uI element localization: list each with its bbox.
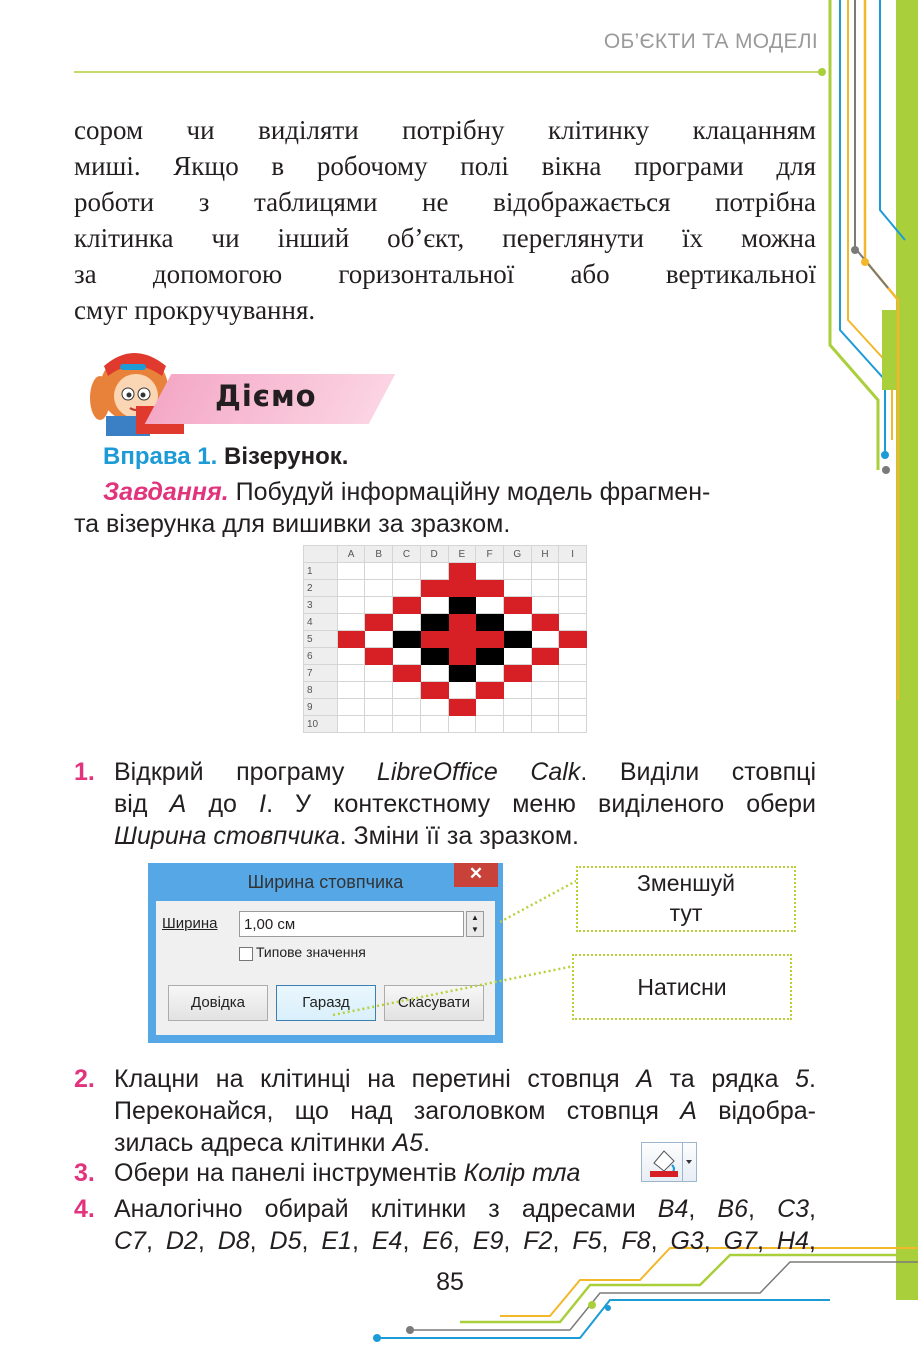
callout-reduce-here xyxy=(576,866,796,932)
step-number: 3. xyxy=(74,1159,95,1187)
step-text-italic: Колір тла xyxy=(463,1159,581,1187)
spin-up-icon[interactable]: ▲ xyxy=(471,913,479,922)
row-header: 8 xyxy=(304,682,338,699)
step-line: від A до I. У контекстному меню виділеного обери xyxy=(114,790,816,818)
column-header: D xyxy=(420,546,448,563)
step-text xyxy=(114,1157,816,1189)
dialog-title: Ширина стовпчика xyxy=(247,872,404,892)
row-header: 9 xyxy=(304,699,338,716)
callout-text: тут xyxy=(669,900,703,926)
column-header: B xyxy=(365,546,393,563)
task-line: та візерунка для вишивки за зразком. xyxy=(74,510,511,538)
task-line: Побудуй інформаційну модель фрагмен- xyxy=(235,478,711,506)
step-line: Аналогічно обирай клітинки з адресами B4, B6, C3, xyxy=(114,1195,816,1223)
close-button[interactable]: ✕ xyxy=(454,863,498,887)
help-button[interactable]: Довідка xyxy=(168,985,268,1021)
intro-line: сором чи виділяти потрібну клітинку клацанням xyxy=(74,115,816,145)
cancel-button[interactable]: Скасувати xyxy=(384,985,484,1021)
row-header: 3 xyxy=(304,597,338,614)
row-header: 6 xyxy=(304,648,338,665)
task-label: Завдання. xyxy=(103,478,229,506)
step-line: Клацни на клітинці на перетині стовпця A та рядка 5. xyxy=(114,1065,816,1093)
row-header: 5 xyxy=(304,631,338,648)
paint-bucket-icon xyxy=(642,1143,696,1181)
section-banner-title: Діємо xyxy=(215,379,317,413)
column-header: A xyxy=(337,546,365,563)
row-header: 4 xyxy=(304,614,338,631)
step-line: C7, D2, D8, D5, E1, E4, E6, E9, F2, F5, F8, G3, G7, H4, xyxy=(114,1227,816,1255)
intro-line: роботи з таблицями не відображається потрібна xyxy=(74,187,816,217)
step-text-part: Обери на панелі інструментів xyxy=(114,1159,464,1187)
callout-press: Натисни xyxy=(572,954,792,1020)
step-number: 2. xyxy=(74,1065,95,1093)
column-header: H xyxy=(531,546,559,563)
step-number: 4. xyxy=(74,1195,95,1223)
intro-line: за допомогою горизонтальної або вертикальної xyxy=(74,259,816,289)
step-line: Ширина стовпчика. Зміни її за зразком. xyxy=(114,822,579,850)
callout-text: Зменшуй xyxy=(637,870,735,896)
column-header: I xyxy=(559,546,587,563)
intro-line: смуг прокручування. xyxy=(74,295,316,325)
row-header: 1 xyxy=(304,563,338,580)
column-header: G xyxy=(503,546,531,563)
column-header: F xyxy=(476,546,504,563)
column-header: E xyxy=(448,546,476,563)
step-4 xyxy=(74,1193,816,1257)
step-number: 1. xyxy=(74,758,95,786)
row-header: 10 xyxy=(304,716,338,733)
intro-line: миші. Якщо в робочому полі вікна програми для xyxy=(74,151,816,181)
step-line: зилась адреса клітинки A5. xyxy=(114,1129,431,1157)
column-header: C xyxy=(393,546,421,563)
background-color-icon[interactable] xyxy=(641,1142,697,1182)
spin-down-icon[interactable]: ▼ xyxy=(471,925,479,934)
width-input[interactable]: 1,00 см xyxy=(239,911,464,937)
step-3 xyxy=(74,1157,816,1189)
row-header: 7 xyxy=(304,665,338,682)
step-2 xyxy=(74,1063,816,1159)
step-line: Відкрий програму LibreOffice Calk. Виділи стовпці xyxy=(114,758,817,786)
intro-line: клітинка чи інший об’єкт, переглянути їх можна xyxy=(74,223,816,253)
step-line: Переконайся, що над заголовком стовпця A відобра- xyxy=(114,1097,816,1125)
row-header: 2 xyxy=(304,580,338,597)
default-value-label: Типове значення xyxy=(256,944,366,960)
ok-button[interactable]: Гаразд xyxy=(276,985,376,1021)
width-label: Ширина xyxy=(162,915,218,932)
step-text xyxy=(114,1063,816,1159)
page-number: 85 xyxy=(436,1268,464,1296)
exercise-number: Вправа 1. xyxy=(103,443,218,470)
exercise-name: Візерунок. xyxy=(223,443,349,470)
running-head: ОБ’ЄКТИ ТА МОДЕЛІ xyxy=(603,30,818,53)
step-text xyxy=(114,1193,816,1257)
